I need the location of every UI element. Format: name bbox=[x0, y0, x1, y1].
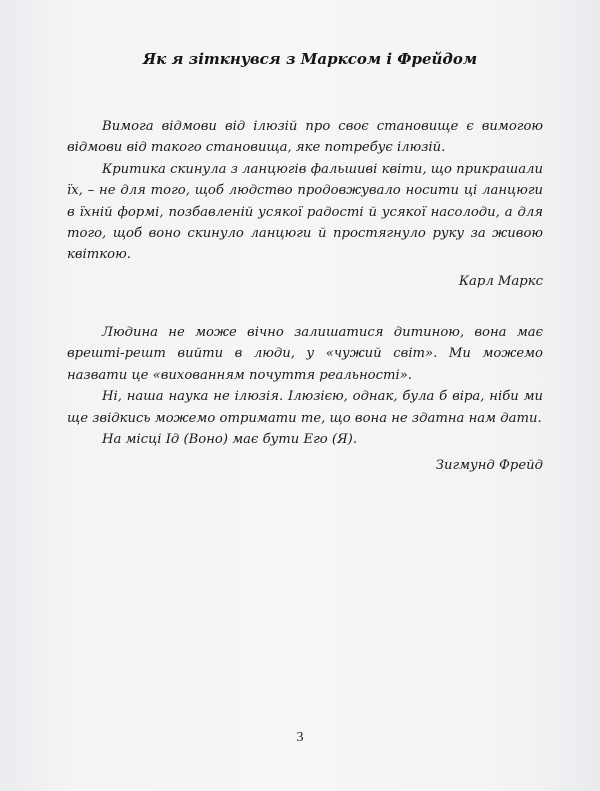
freud-quote-block bbox=[67, 322, 543, 477]
marx-quote-paragraph-2: Критика скинула з ланцюгів фальшиві квіти, що прикрашали їх, – не для того, щоб людство продовжувало носити ці ланцюги в їхній формі, позбавленій усякої радості й усякої насолоди, а для того, щоб воно скинуло ланцюги й простягнуло руку за живою квіткою. bbox=[67, 161, 543, 263]
freud-quote-paragraph-2: Ні, наша наука не ілюзія. Ілюзією, однак, була б віра, ніби ми ще звідкись можемо отримати те, що вона не здатна нам дати. bbox=[67, 389, 543, 426]
marx-quote-paragraph-1: Вимога відмови від ілюзій про своє становище є вимогою відмови від такого становища, яке потребує ілюзій. bbox=[67, 119, 543, 156]
freud-author: Зигмунд Фрейд bbox=[435, 458, 543, 474]
freud-quote-paragraph-3: На місці Ід (Воно) має бути Его (Я). bbox=[102, 432, 358, 448]
marx-quote-block bbox=[67, 116, 543, 292]
freud-quote-paragraph-1: Людина не може вічно залишатися дитиною, вона має врешті-решт вийти в люди, у «чужий світ». Ми можемо назвати це «вихованням почуття реальності». bbox=[67, 325, 543, 383]
chapter-title: Як я зіткнувся з Марксом і Фрейдом bbox=[142, 50, 478, 68]
marx-author: Карл Маркс bbox=[458, 273, 543, 289]
page-number: 3 bbox=[296, 730, 304, 745]
